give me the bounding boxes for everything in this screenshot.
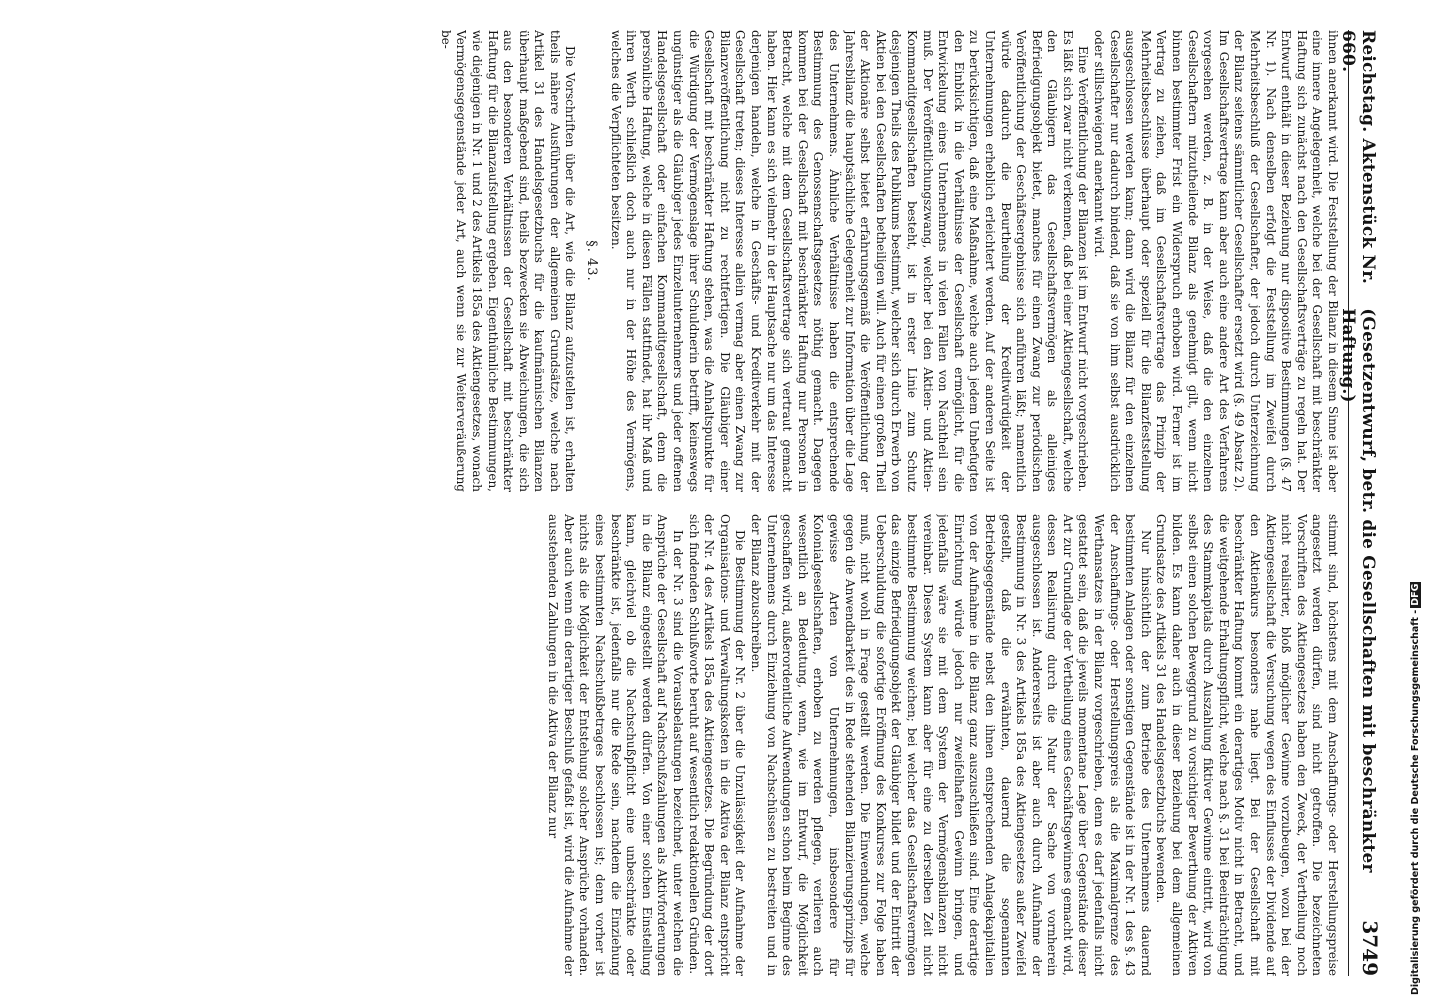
paragraph: Eine Veröffentlichung der Bilanzen ist im Entwurf nicht vorgeschrieben. Es läßt sich zwar nicht verkennen, daß bei einer Aktiengesellschaft, welche den Gläubigern das Gesellschaftsvermögen als alleiniges Befriedigungsobjekt bietet, manches für einen Zwang zur periodischen Veröffentlichung der Geschäftsergebnisse sich anführen läßt; namentlich würde dadurch die Beurtheilung der Kreditwürdigkeit der Unternehmungen erheblich erleichtert werden. Auf der anderen Seite ist zu berücksichtigen, daß eine Maßnahme, welche auch jedem Unbefugten den Einblick in die Verhältnisse der Gesellschaft ermöglicht, für die Entwickelung eines Unternehmens in vielen Fällen von Nachtheil sein muß. Der Veröffentlichungszwang, welcher bei den Aktien- und Aktien-Kommanditgesellschaften besteht, ist in erster Linie zum Schutz desjenigen Theils des Publikums bestimmt, welcher sich durch Erwerb von Aktien bei den Gesellschaften betheiligen will. Auch für einen großen Theil der Aktionäre selbst bietet erfahrungsgemäß die Veröffentlichung der Jahresbilanz die hauptsächliche Gelegenheit zur Information über die Lage des Unternehmens. Ähnliche Verhältnisse haben die entsprechende Bestimmung des Genossenschaftsgesetzes nöthig gemacht. Dagegen kommen bei der Gesellschaft mit beschränkter Haftung nur Personen in Betracht, welche mit dem Gesellschaftsvertrage sich vertraut gemacht haben. Hier kann es sich vielmehr in der Hauptsache nur um das Interesse derjenigen handeln, welche in Geschäfts- und Kreditverkehr mit der Gesellschaft treten; dieses Interesse allein vermag aber einen Zwang zur Bilanzveröffentlichung nicht zu rechtfertigen. Die Gläubiger einer Gesellschaft mit beschränkter Haftung stehen, was die Anhaltspunkte für die Würdigung der Vermögenslage ihrer Schuldnerin betrifft, keineswegs ungünstiger als die Gläubiger jedes Einzelunternehmers und jeder offenen Handelsgesellschaft oder einfachen Kommanditgesellschaft, denn die persönliche Haftung, welche in diesen Fällen stattfindet, hat ihr Maß und ihren Werth schließlich doch auch nur in der Höhe des Vermögens, welches die Verpflichteten besitzen. — [608, 30, 1091, 492]
digitization-credit — [1410, 5, 1421, 995]
text-column-left — [90, 30, 1340, 492]
paragraph: Die Bestimmung der Nr. 2 über die Unzulässigkeit der Aufnahme der Organisations- und Verwaltungskosten in die Aktiva der Bilanz entspricht der Nr. 4 des Artikels 185a des Aktiengesetzes. Die Begründung der dort sich findenden Schlußworte beruht auf wesentlich redaktionellen Gründen. — [686, 514, 748, 976]
text-column-right — [90, 514, 1340, 976]
paragraph: Nur hinsichtlich der zum Betriebe des Unternehmens dauernd bestimmten Anlagen oder sonstigen Gegenstände ist in der Nr. 1 des §. 43 der Anschaffungs- oder Herstellungspreis als die Maximalgrenze des Werthansatzes in der Bilanz vorgeschrieben, denn es darf jedenfalls nicht gestattet sein, daß die jeweils momentane Lage über Gegenstände dieser Art zur Grundlage der Vertheilung eines Geschäftsgewinnes gemacht wird, dessen Realisirung durch die Natur der Sache von vornherein ausgeschlossen ist. Andererseits ist aber auch durch Aufnahme der Bestimmung in Nr. 3 des Artikels 185a des Aktiengesetzes außer Zweifel gestellt, daß die erwähnten, dauernd die sogenannten Betriebsgegenstände nebst den ihnen entsprechenden Anlagekapitalien von der Aufnahme in die Bilanz ganz auszuschließen sind. Eine derartige Einrichtung würde jedoch nur zweifelhaften Gewinn bringen, und jedenfalls wäre sie mit dem System der Vermögensbilanzen nicht vereinbar. Dieses System kann aber für eine zu derselben Zeit nicht bestimmte Bestimmung weichen; bei welcher das Gesellschaftsvermögen das einzige Befriedigungsobjekt der Gläubiger bildet und der Eintritt der Ueberschuldung die sofortige Eröffnung des Konkurses zur Folge haben muß, nicht wohl in Frage gestellt werden. Die Einwendungen, welche gegen die Anwendbarkeit des in Rede stehenden Bilanzierungsprinzips für gewisse Arten von Unternehmungen, insbesondere für Kolonialgesellschaften, erhoben zu werden pflegen, verlieren auch wesentlich an Bedeutung, wenn, wie im Entwurf, die Möglichkeit geschaffen wird, außerordentliche Aufwendungen schon beim Beginne des Unternehmens durch Einziehung von Nachschüssen zu bestreiten und in der Bilanz abzuschreiben. — [749, 514, 1153, 976]
page-number: 3749 — [1358, 920, 1382, 976]
header-center-title: (Gesetzentwurf, betr. die Gesellschaften mit beschränkter Haftung.) — [1338, 308, 1378, 873]
page-header — [1338, 30, 1382, 976]
paragraph: Die Vorschriften über die Art, wie die Bilanz aufzustellen ist, erhalten theils nähere Ausführungen der allgemeinen Grundsätze, welche nach Artikel 31 des Handelsgesetzbuchs für die kaufmännischen Bilanzen überhaupt maßgebend sind, theils bezwecken sie Abweichungen, die sich aus den besonderen Verhältnissen der Gesellschaft mit beschränkter Haftung für die Bilanzaufstellung ergeben. Eigenthümliche Bestimmungen, wie diejenigen in Nr. 1 und 2 des Artikels 185a des Aktiengesetzes, wonach Vermögensgegenstände jeder Art, auch wenn sie zur Weiterveräußerung be- — [438, 30, 578, 492]
text-columns — [90, 30, 1340, 976]
rotated-document-page — [47, 0, 1392, 1000]
digitization-credit-text: Digitalisierung gefördert durch die Deutsche Forschungsgemeinschaft - — [1410, 609, 1421, 995]
paragraph: ihnen anerkannt wird. Die Feststellung der Bilanz in diesem Sinne ist aber eine innere Angelegenheit, welche bei der Gesellschaft mit beschränkter Haftung sich zunächst nach den Gesellschaftsverträge zu regeln hat. Der Entwurf enthält in dieser Beziehung nur dispositive Bestimmungen (§. 47 Nr. 1). Nach denselben erfolgt die Feststellung im Zweifel durch Mehrheitsbeschluß der Gesellschafter, der jedoch durch Unterzeichnung der Bilanz seitens sämmtlicher Gesellschafter ersetzt wird (§. 49 Absatz 2). Im Gesellschaftsvertrage kann aber auch eine andere Art des Verfahrens vorgesehen werden, z. B. in der Weise, daß die den einzelnen Gesellschaftern mitzutheilende Bilanz als genehmigt gilt, wenn nicht binnen bestimmter Frist ein Widerspruch erhoben wird. Ferner ist im Vertrag zu ziehen, daß im Gesellschaftsvertrage das Prinzip der Mehrheitsbeschlüsse überhaupt oder speziell für die Bilanzfeststellung ausgeschlossen werden kann; dann wird die Bilanz für den einzelnen Gesellschafter nur dadurch bindend, daß sie von ihm selbst ausdrücklich oder stillschweigend anerkannt wird. — [1092, 30, 1340, 492]
paragraph: stimmt sind, höchstens mit dem Anschaffungs- oder Herstellungspreise angesetzt werden dürfen, sind nicht getroffen. Die bezeichneten Vorschriften des Aktiengesetzes haben den Zweck, der Vertheilung noch nicht realisirter, bloß möglicher Gewinne vorzubeugen, wozu bei der Aktiengesellschaft die Versuchung wegen des Einflusses der Dividende auf den Aktienkurs besonders nahe liegt. Bei der Gesellschaft mit beschränkter Haftung kommt ein derartiges Motiv nicht in Betracht, und die weitgehende Erhaltungspflicht, welche nach §. 31 bei Beeinträchtigung des Stammkapitals durch Auszahlung fiktiver Gewinne eintritt, wird von selbst einen solchen Beweggrund zu vorsichtiger Bewerthung der Aktiven bilden. Es kann daher auch in dieser Beziehung bei dem allgemeinen Grundsatze des Artikels 31 des Handelsgesetzbuchs bewenden. — [1154, 514, 1340, 976]
header-left-title: Reichstag. Aktenstück Nr. 660. — [1338, 30, 1378, 284]
section-heading: §. 43. — [584, 240, 600, 282]
paragraph: In der Nr. 3 sind die Vorausbelastungen bezeichnet, unter welchen die Ansprüche der Gesellschaft auf Nachschußzahlungen als Aktivforderungen in die Bilanz eingestellt werden dürfen. Von einer solchen Einstellung kann, gleichviel ob die Nachschußpflicht eine unbeschränkte oder beschränkte ist, jedenfalls nur die Rede sein, nachdem die Einziehung eines bestimmten Nachschußbetrages beschlossen ist; denn vorher ist nichts als die Möglichkeit der Entstehung solcher Ansprüche vorhanden. Aber auch wenn ein derartiger Beschluß gefaßt ist, wird die Aufnahme der ausstehenden Zahlungen in die Aktiva der Bilanz nur — [546, 514, 686, 976]
dfg-logo: DFG — [1410, 583, 1421, 606]
